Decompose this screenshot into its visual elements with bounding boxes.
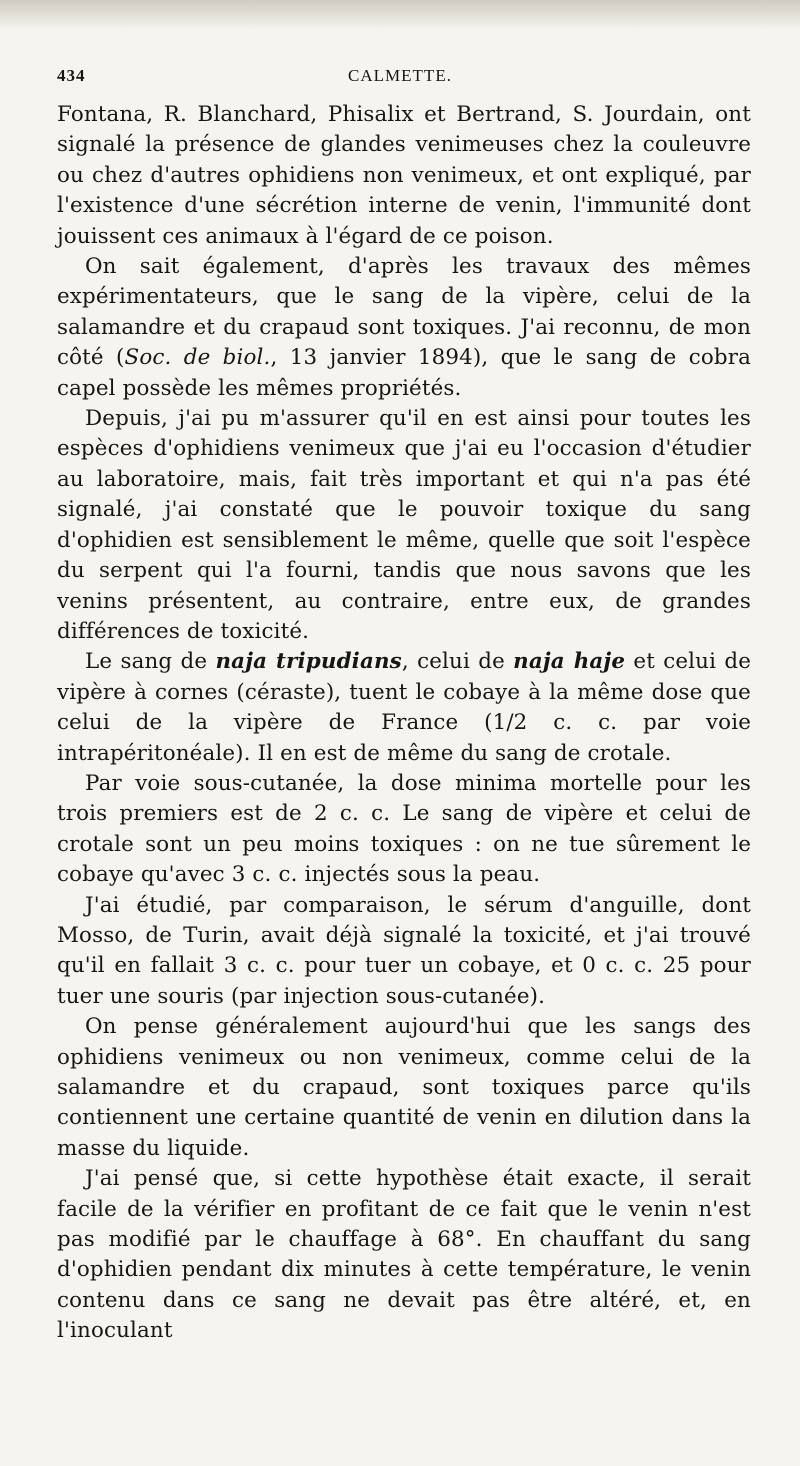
body-text [57,100,751,1347]
text-run: , 13 janvier 1894), que le sang de cobra capel possède les mêmes propriétés. [57,345,751,401]
paragraph: J'ai étudié, par comparaison, le sérum d'anguille, dont Mosso, de Turin, avait déjà signalé la toxicité, et j'ai trouvé qu'il en fallait 3 c. c. pour tuer un cobaye, et 0 c. c. 25 pour tuer une souris (par injection sous-cutanée). [57,892,751,1009]
paragraph: Par voie sous-cutanée, la dose minima mortelle pour les trois premiers est de 2 c. c. Le sang de vipère et celui de crotale sont un peu moins toxiques : on ne tue sûrement le cobaye qu'avec 3 c. c. injectés sous la peau. [57,770,751,888]
paragraph: J'ai pensé que, si cette hypothèse était exacte, il serait facile de la vérifier en profitant de ce fait que le venin n'est pas modifié par le chauffage à 68°. En chauffant du sang d'ophidien pendant dix minutes à cette température, le venin contenu dans ce sang ne devait pas être altéré, et, en l'inoculant [57,1166,751,1344]
text-run: , celui de [401,649,514,675]
text-run: On sait également, d'après les travaux des mêmes expérimentateurs, que le sang de la vipère, celui de la salamandre et du crapaud sont toxiques. J'ai reconnu, de mon côté ( [57,254,751,371]
paragraph [57,647,751,769]
citation-italic: Soc. de biol. [124,345,271,371]
paragraph: Depuis, j'ai pu m'assurer qu'il en est ainsi pour toutes les espèces d'ophidiens venimeux que j'ai eu l'occasion d'étudier au laboratoire, mais, fait très important et qui n'a pas été signalé, j'ai constaté que le pouvoir toxique du sang d'ophidien est sensiblement le même, quelle que soit l'espèce du serpent qui l'a fourni, tandis que nous savons que les venins présentent, au contraire, entre eux, de grandes différences de toxicité. [57,406,751,644]
running-header [57,66,743,90]
paragraph: On pense généralement aujourd'hui que les sangs des ophidiens venimeux ou non venimeux, comme celui de la salamandre et du crapaud, sont toxiques parce qu'ils contiennent une certaine quantité de venin en dilution dans la masse du liquide. [57,1014,751,1161]
running-title: CALMETTE. [348,66,452,85]
text-run: et celui de vipère à cornes (céraste), tuent le cobaye à la même dose que celui de la vipère de France (1/2 c. c. par voie intrapéritonéale). Il en est de même du sang de crotale. [57,649,752,766]
species-name: naja haje [513,649,626,675]
paragraph: Fontana, R. Blanchard, Phisalix et Bertrand, S. Jourdain, ont signalé la présence de glandes venimeuses chez la couleuvre ou chez d'autres ophidiens non venimeux, et ont expliqué, par l'existence d'une sécrétion interne de venin, l'immunité dont jouissent ces animaux à l'égard de ce poison. [57,102,751,249]
page-number: 434 [57,66,86,85]
paragraph [57,252,751,404]
species-name: naja tripudians [215,649,402,675]
page-shadow [0,0,800,30]
text-run: Le sang de [85,649,216,675]
